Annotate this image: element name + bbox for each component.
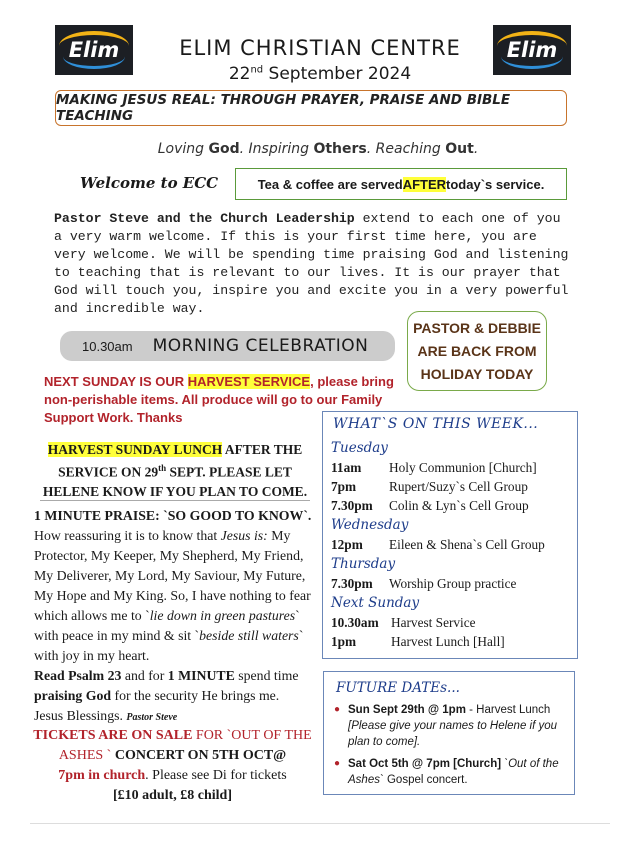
list-item: ● Sun Sept 29th @ 1pm - Harvest Lunch [Please give your names to Helene if you plan to come]. — [334, 704, 558, 748]
list-item: 7.30pm Colin & Lyn`s Cell Group — [331, 498, 529, 513]
elim-logo-left — [55, 25, 133, 75]
tagline: Loving God. Inspiring Others. Reaching Out. — [157, 141, 479, 157]
page-title: ELIM CHRISTIAN CENTRE — [179, 36, 461, 60]
future-dates-box — [323, 671, 575, 795]
future-dates-list — [334, 702, 570, 794]
tickets-notice: TICKETS ARE ON SALE FOR `OUT OF THE ASHES ` CONCERT ON 5TH OCT@ 7pm in church. Please see Di for tickets [£10 adult, £8 child] — [33, 728, 312, 803]
tea-coffee-notice: Tea & coffee are served AFTER today`s service. — [235, 168, 567, 200]
welcome-text: Pastor Steve and the Church Leadership extend to each one of you a very warm welcome. If this is your first time here, you are very welcome. We will be spending time praising God and listening to teaching that is relevant to our lives. It is our prayer that God will touch you, inspire you and excite you in a very powerful and incredible way. — [54, 211, 569, 316]
motto-banner: MAKING JESUS REAL: THROUGH PRAYER, PRAISE AND BIBLE TEACHING — [55, 90, 567, 126]
elim-logo-right — [493, 25, 571, 75]
list-item: 11am Holy Communion [Church] — [331, 460, 537, 475]
list-item: 7pm Rupert/Suzy`s Cell Group — [331, 479, 528, 494]
day-heading: Next Sunday — [331, 595, 420, 611]
bullet-icon: ● — [334, 704, 341, 715]
list-item: 12pm Eileen & Shena`s Cell Group — [331, 537, 545, 552]
day-heading: Thursday — [331, 556, 396, 572]
logo-text: Elim — [68, 38, 120, 62]
harvest-notice: NEXT SUNDAY IS OUR HARVEST SERVICE, please bring non-perishable items. All produce will go to our Family Support Work. Thanks — [44, 374, 394, 425]
divider — [30, 823, 610, 824]
day-heading: Tuesday — [331, 440, 388, 456]
service-label: MORNING CELEBRATION — [152, 336, 369, 356]
harvest-lunch-notice: HARVEST SUNDAY LUNCH AFTER THE SERVICE ON 29th SEPT. PLEASE LET HELENE KNOW IF YOU PLAN TO COME. — [42, 442, 308, 499]
signature: Pastor Steve — [126, 712, 178, 723]
morning-celebration-bar — [60, 331, 395, 361]
day-heading: Wednesday — [331, 517, 409, 533]
date: 22nd September 2024 — [228, 64, 412, 84]
bullet-icon: ● — [334, 758, 341, 769]
logo-text: Elim — [506, 38, 558, 62]
pastor-notice: PASTOR & DEBBIE ARE BACK FROM HOLIDAY TODAY — [407, 311, 547, 391]
service-time: 10.30am — [82, 338, 133, 354]
list-item: 10.30am Harvest Service — [331, 615, 476, 630]
minute-praise: 1 MINUTE PRAISE: `SO GOOD TO KNOW`. How reassuring it is to know that Jesus is: My Protector, My Keeper, My Shepherd, My Friend, My Deliverer, My Lord, My Saviour, My Future, My Hope and My King. So, I have nothing to fear which allows me to `lie down in green pastures` with peace in my mind & sit `beside still waters` with joy in my heart. Read Psalm 23 and for 1 MINUTE spend time praising God for the security He brings me. Jesus Blessings. Pastor Steve — [34, 508, 312, 723]
whats-on-list — [331, 438, 575, 651]
list-item: 1pm Harvest Lunch [Hall] — [331, 634, 505, 649]
list-item: ● Sat Oct 5th @ 7pm [Church] `Out of the Ashes` Gospel concert. — [334, 758, 559, 786]
whats-on-title: WHAT`S ON THIS WEEK... — [333, 416, 539, 432]
whats-on-box — [322, 411, 578, 659]
list-item: 7.30pm Worship Group practice — [331, 576, 517, 591]
divider — [40, 500, 310, 501]
future-dates-title: FUTURE DATEs... — [336, 680, 460, 696]
welcome-heading: Welcome to ECC — [80, 174, 219, 192]
